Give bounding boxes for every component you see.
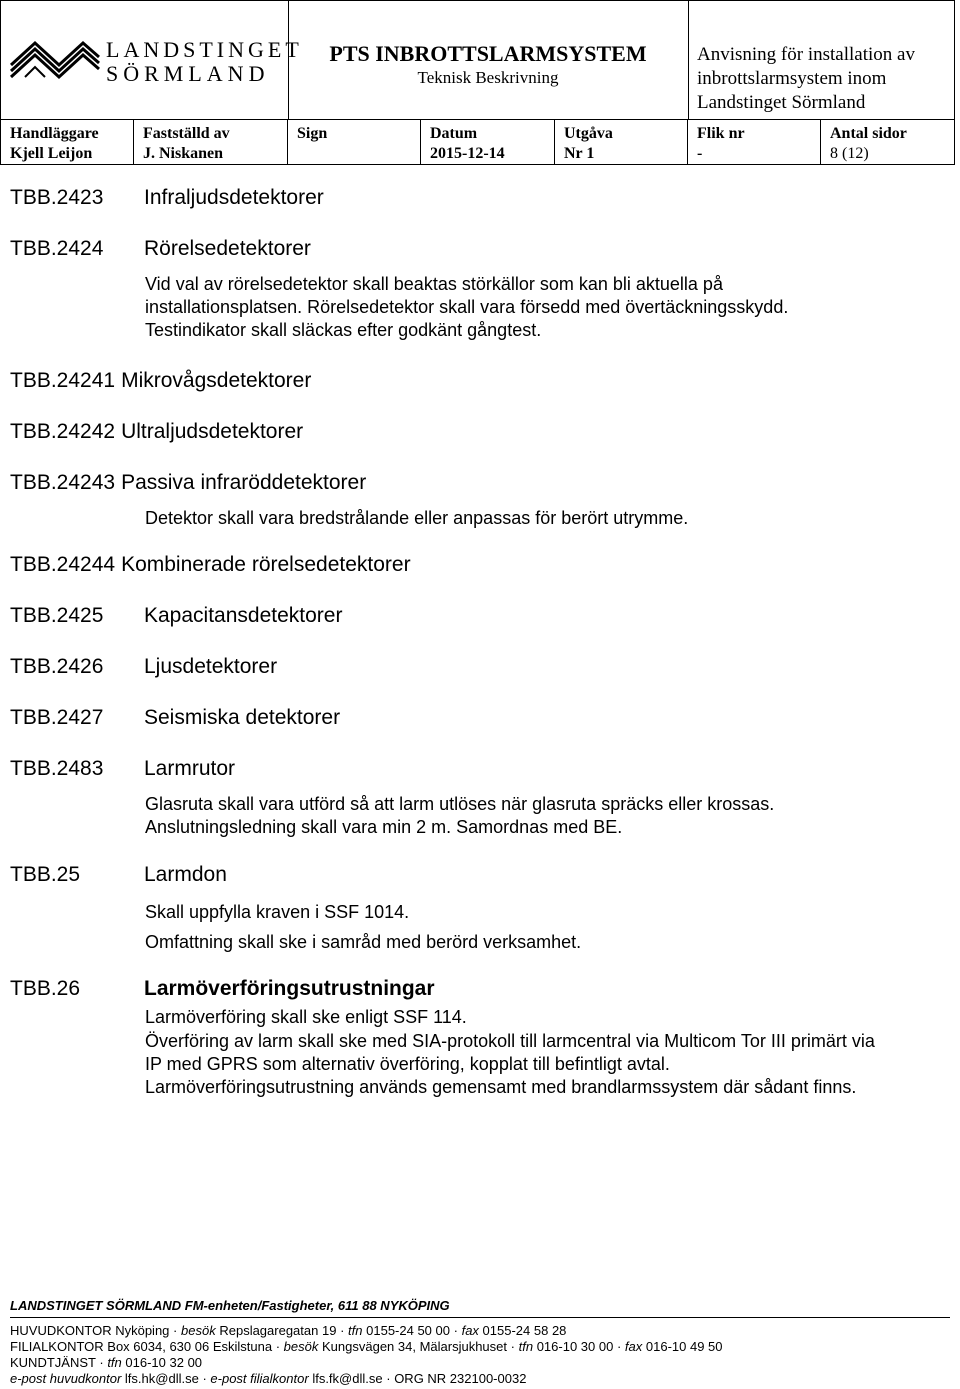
footer-text: e-post filialkontor [210,1371,309,1386]
field-value: - [697,145,703,162]
email-link[interactable]: lfs.hk@dll.se [124,1371,199,1386]
section-heading [10,977,435,1001]
logo [1,1,303,119]
section-code: TBB.24242 [10,420,116,443]
section-heading [10,237,311,261]
section-code: TBB.24241 [10,369,116,392]
separator-dot-icon: · [510,1339,515,1354]
field-value: Nr 1 [564,145,595,162]
footer-text: 016-10 30 00 [536,1339,614,1354]
footer-text: ORG NR 232100-0032 [394,1371,527,1386]
header-fields-row [1,119,954,165]
footer-text: Kungsvägen 34, Mälarsjukhuset [322,1339,508,1354]
field-label: Antal sidor [830,125,907,142]
section-heading [10,757,235,781]
footer-divider [10,1317,950,1318]
separator-dot-icon: · [202,1371,207,1386]
section-heading [10,369,311,393]
section-heading [10,553,411,577]
section-text: Skall uppfylla kraven i SSF 1014. [145,902,410,922]
section-title: Ultraljudsdetektorer [121,420,304,443]
section-code: TBB.2427 [10,706,104,729]
field-antal-sidor [821,119,954,165]
section-heading [10,420,303,444]
title-block [288,1,689,119]
footer-line-1 [10,1323,566,1338]
section-code: TBB.2423 [10,186,104,209]
section-title: Rörelsedetektorer [144,237,311,260]
separator-dot-icon: · [340,1323,345,1338]
footer-line-2 [10,1339,723,1354]
separator-dot-icon: · [616,1339,622,1354]
field-label: Datum [430,125,478,142]
footer-text: fax [461,1323,479,1338]
separator-dot-icon: · [453,1323,458,1338]
footer-text: 016-10 49 50 [645,1339,723,1354]
field-utgava [555,119,688,165]
footer-text: FILIALKONTOR Box 6034, 630 06 Eskilstuna [10,1339,273,1354]
footer-text: besök [283,1339,319,1354]
footer-text: Repslagaregatan 19 [219,1323,337,1338]
field-label: Sign [297,125,328,142]
section-code: TBB.2483 [10,757,104,780]
field-sign [288,119,421,165]
section-heading [10,706,340,730]
footer-title: LANDSTINGET SÖRMLAND FM-enheten/Fastigheter, 611 88 NYKÖPING [10,1298,450,1313]
doc-title: PTS INBROTTSLARMSYSTEM [329,41,647,66]
doc-subtitle: Teknisk Beskrivning [417,68,559,87]
separator-dot-icon: · [275,1339,281,1354]
footer-text: KUNDTJÄNST [10,1355,96,1370]
footer-text: 0155-24 58 28 [482,1323,567,1338]
section-code: TBB.26 [10,977,81,1000]
logo-line-1: LANDSTINGET [106,37,303,62]
section-heading [10,471,366,495]
doc-description: Anvisning för installation av inbrottslarmsystem inom Landstinget Sörmland [697,44,915,113]
field-label: Fastställd av [143,125,230,142]
section-code: TBB.2426 [10,655,104,678]
section-title: Larmrutor [144,757,236,780]
field-value: J. Niskanen [143,145,224,162]
footer-text: fax [624,1339,643,1354]
section-title: Seismiska detektorer [144,706,341,729]
logo-emblem-icon [7,19,102,99]
section-code: TBB.24244 [10,553,116,576]
section-heading [10,604,342,628]
section-heading [10,655,277,679]
footer-text: e-post huvudkontor [10,1371,122,1386]
field-value: 8 (12) [830,145,869,162]
section-title: Mikrovågsdetektorer [121,369,312,392]
section-text: Vid val av rörelsedetektor skall beaktas störkällor som kan bli aktuella på installationsplatsen. Rörelsedetektor skall vara försedd med övertäckningsskydd. Testindikator skall släckas efter godkänt gångtest. [145,274,789,340]
footer-text: tfn [348,1323,363,1338]
section-text: Överföring av larm skall ske med SIA-protokoll till larmcentral via Multicom Tor III primärt via IP med GPRS som alternativ överföring, kopplat till befintligt avtal. Larmöverföringsutrustning används gemensamt med brandlarmssystem där sådant finns. [145,1031,875,1097]
section-text: Omfattning skall ske i samråd med berörd verksamhet. [145,932,582,952]
section-text: Larmöverföring skall ske enligt SSF 114. [145,1007,467,1027]
email-link[interactable]: lfs.fk@dll.se [312,1371,383,1386]
field-datum [421,119,555,165]
footer-text: 0155-24 50 00 [366,1323,450,1338]
section-code: TBB.2424 [10,237,104,260]
footer-text: besök [181,1323,216,1338]
section-code: TBB.25 [10,863,81,886]
field-flik-nr [688,119,821,165]
section-code: TBB.2425 [10,604,104,627]
footer-text: 016-10 32 00 [125,1355,203,1370]
footer-line-3 [10,1355,202,1370]
footer-line-4 [10,1371,526,1386]
separator-dot-icon: · [173,1323,178,1338]
footer-text: HUVUDKONTOR Nyköping [10,1323,170,1338]
field-value: Kjell Leijon [10,145,93,162]
separator-dot-icon: · [99,1355,104,1370]
field-value: 2015-12-14 [430,145,505,162]
section-code: TBB.24243 [10,471,116,494]
section-title: Larmöverföringsutrustningar [144,977,435,1000]
section-text: Detektor skall vara bredstrålande eller anpassas för berört utrymme. [145,508,689,528]
field-label: Handläggare [10,125,99,142]
footer-text: tfn [107,1355,122,1370]
field-handlaggare [1,119,134,165]
section-title: Kapacitansdetektorer [144,604,343,627]
field-label: Utgåva [564,125,613,142]
logo-line-2: SÖRMLAND [106,61,270,86]
section-title: Ljusdetektorer [144,655,278,678]
field-label: Flik nr [697,125,745,142]
header-top-row [1,1,954,120]
section-title: Infraljudsdetektorer [144,186,324,209]
section-title: Passiva infraröddetektorer [121,471,367,494]
section-title: Kombinerade rörelsedetektorer [121,553,411,576]
footer-text: tfn [518,1339,534,1354]
section-title: Larmdon [144,863,227,886]
field-faststalld-av [134,119,288,165]
section-heading [10,863,227,887]
document-header [0,0,955,165]
separator-dot-icon: · [386,1371,391,1386]
section-heading [10,186,324,210]
section-text: Glasruta skall vara utförd så att larm utlöses när glasruta spräcks eller krossas. Anslutningsledning skall vara min 2 m. Samordnas med BE. [145,794,775,837]
